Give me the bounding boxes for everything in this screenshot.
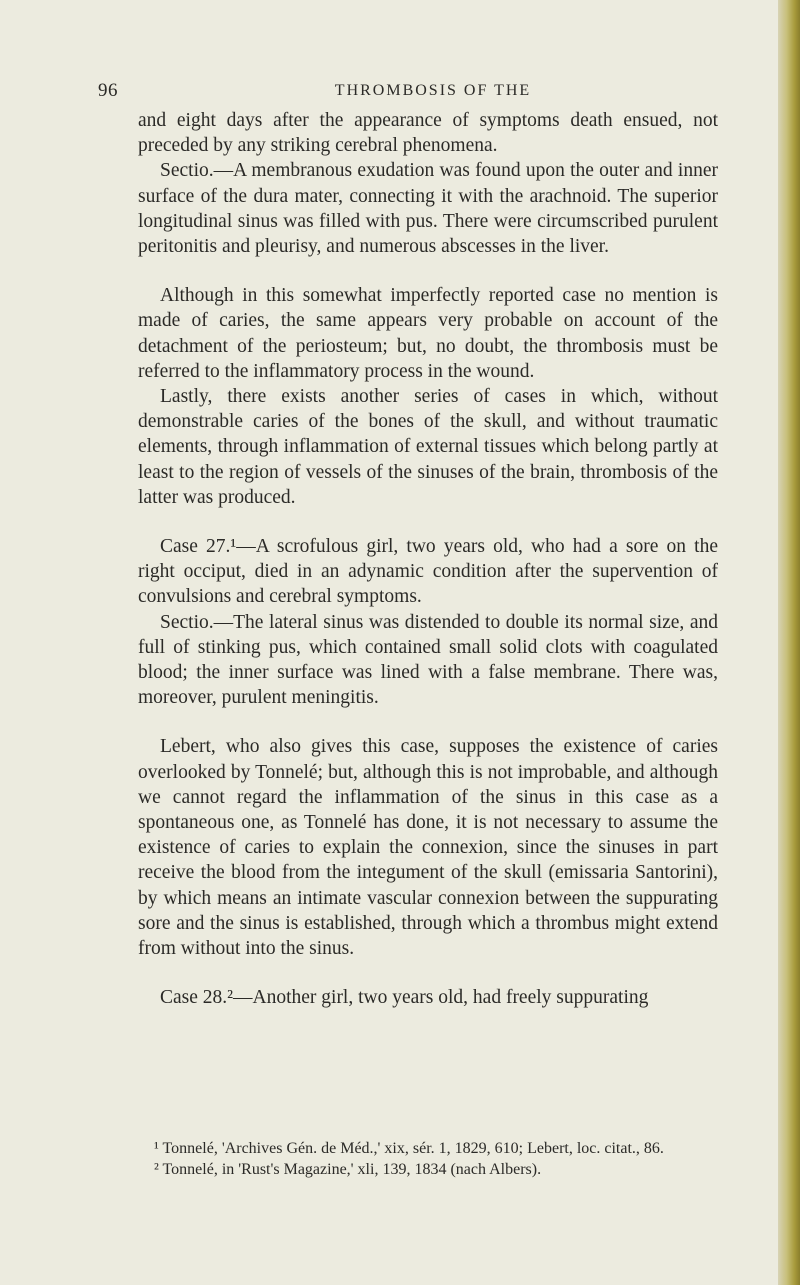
paragraph-gap <box>138 259 718 283</box>
paragraph-sectio-1: Sectio.—A membranous exudation was found upon the outer and inner surface of the dura mater, connecting it with the arachnoid. The superior longitudinal sinus was filled with pus. There were circumscribed purulent peritonitis and pleurisy, and numerous abscesses in the liver. <box>138 160 718 258</box>
page-edge-decoration <box>778 0 800 1285</box>
paragraph-gap <box>138 710 718 734</box>
paragraph-continuation: and eight days after the appearance of symptoms death ensued, not preceded by any striking cerebral phenomena. <box>138 110 718 157</box>
page-header <box>98 80 708 104</box>
footnote-1: ¹ Tonnelé, 'Archives Gén. de Méd.,' xix, sér. 1, 1829, 610; Lebert, loc. citat., 86. <box>154 1140 664 1157</box>
paragraph-lebert: Lebert, who also gives this case, supposes the existence of caries overlooked by Tonnelé; but, although this is not improbable, and although we cannot regard the inflammation of the sinus in this case as a spontaneous one, as Tonnelé has done, it is not necessary to assume the existence of caries to explain the connexion, since the sinuses in part receive the blood from the integument of the skull (emissaria Santorini), by which means an intimate vascular connexion between the suppurating sore and the sinus is established, through which a thrombus might extend from without into the sinus. <box>138 736 718 960</box>
body-text <box>138 108 718 1011</box>
paragraph-lastly: Lastly, there exists another series of cases in which, without demonstrable caries of the bones of the skull, and without traumatic elements, through inflammation of external tissues which belong partly at least to the region of vessels of the sinuses of the brain, thrombosis of the latter was produced. <box>138 386 718 508</box>
paragraph-discussion-1: Although in this somewhat imperfectly reported case no mention is made of caries, the same appears very probable on account of the detachment of the periosteum; but, no doubt, the thrombosis must be referred to the inflammatory process in the wound. <box>138 285 718 382</box>
paragraph-case-28: Case 28.²—Another girl, two years old, had freely suppurating <box>160 987 649 1009</box>
paragraph-sectio-2: Sectio.—The lateral sinus was distended to double its normal size, and full of stinking pus, which contained small solid clots with coagulated blood; the inner surface was lined with a false membrane. There was, moreover, purulent meningitis. <box>138 611 718 709</box>
footnotes <box>138 1138 718 1180</box>
running-head: THROMBOSIS OF THE <box>334 82 532 99</box>
paragraph-gap <box>138 510 718 534</box>
page-number: 96 <box>98 80 118 101</box>
paragraph-case-27: Case 27.¹—A scrofulous girl, two years old, who had a sore on the right occiput, died in an adynamic condition after the supervention of convulsions and cerebral symptoms. <box>138 536 718 608</box>
paragraph-gap <box>138 961 718 985</box>
footnote-2: ² Tonnelé, in 'Rust's Magazine,' xli, 139, 1834 (nach Albers). <box>154 1161 542 1178</box>
